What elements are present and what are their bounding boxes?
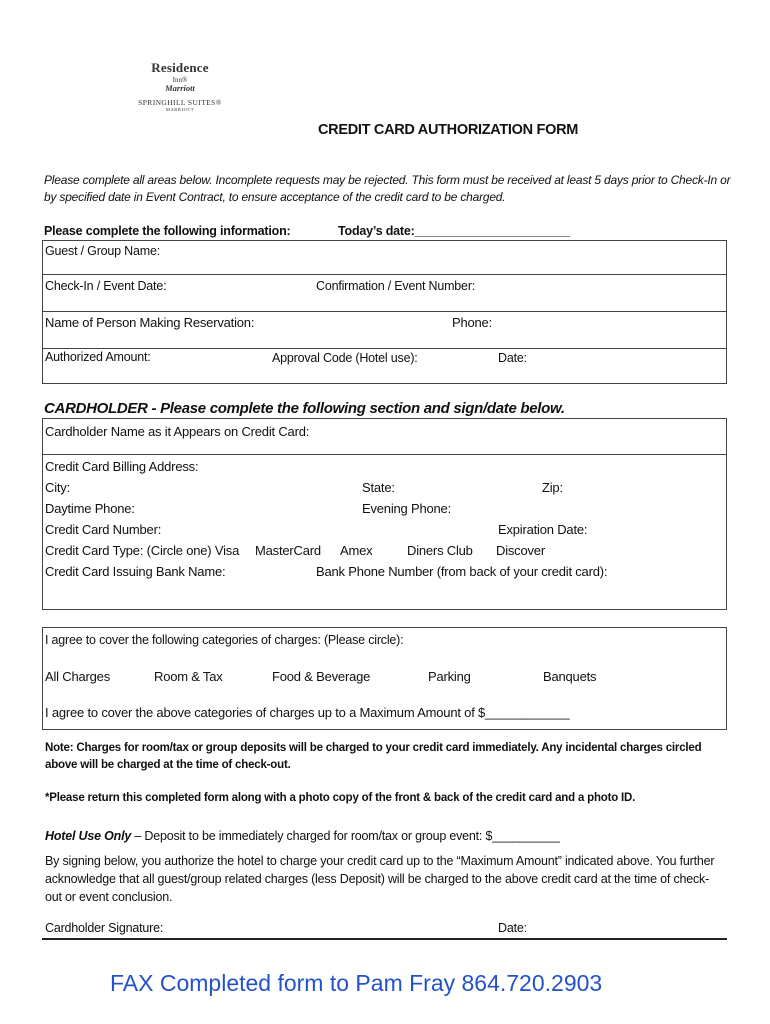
logo-marriott-small: MARRIOTT — [165, 107, 195, 112]
cardholder-divider — [42, 454, 727, 455]
phone-field[interactable]: Phone: — [452, 315, 493, 330]
authorized-amount-field[interactable]: Authorized Amount: — [45, 350, 151, 364]
note-line-1: Note: Charges for room/tax or group deposits will be charged to your credit card immediately. Any incidental charges circled — [45, 742, 702, 754]
signing-line-1: By signing below, you authorize the hotel to charge your credit card up to the “Maximum Amount” indicated above. You further — [45, 854, 715, 868]
issuing-bank-field[interactable]: Credit Card Issuing Bank Name: — [45, 564, 226, 579]
todays-date-field[interactable]: Today’s date:_______________________ — [338, 224, 570, 238]
logo-marriott: Marriott — [165, 83, 195, 93]
agree-categories-text: I agree to cover the following categories of charges: (Please circle): — [45, 633, 404, 647]
charge-option-parking[interactable]: Parking — [428, 669, 471, 684]
note-line-2: above will be charged at the time of check-out. — [45, 759, 291, 771]
approval-code-field[interactable]: Approval Code (Hotel use): — [272, 351, 418, 365]
person-making-reservation-field[interactable]: Name of Person Making Reservation: — [45, 315, 255, 330]
daytime-phone-field[interactable]: Daytime Phone: — [45, 501, 135, 516]
info-heading: Please complete the following information: — [44, 224, 291, 238]
signing-line-2: acknowledge that all guest/group related charges (less Deposit) will be charged to the above credit card at the time of check- — [45, 872, 710, 886]
card-type-diners-option[interactable]: Diners Club — [407, 543, 473, 558]
charge-option-food-beverage[interactable]: Food & Beverage — [272, 669, 371, 684]
city-field[interactable]: City: — [45, 480, 71, 495]
logo-inn: Inn® — [172, 76, 188, 84]
charge-option-all[interactable]: All Charges — [45, 669, 110, 684]
guest-group-name-field[interactable]: Guest / Group Name: — [45, 244, 160, 258]
evening-phone-field[interactable]: Evening Phone: — [362, 501, 451, 516]
deposit-field[interactable]: – Deposit to be immediately charged for room/tax or group event: $__________ — [131, 829, 560, 843]
return-instructions: *Please return this completed form along with a photo copy of the front & back of the credit card and a photo ID. — [45, 792, 636, 804]
bank-phone-field[interactable]: Bank Phone Number (from back of your credit card): — [316, 564, 608, 579]
approval-date-field[interactable]: Date: — [498, 351, 527, 365]
intro-line-1: Please complete all areas below. Incomplete requests may be rejected. This form must be received at least 5 days prior to Check-In or — [44, 173, 731, 187]
signing-line-3: out or event conclusion. — [45, 890, 173, 904]
info-divider-2 — [42, 311, 727, 312]
card-type-amex-option[interactable]: Amex — [340, 543, 373, 558]
cardholder-signature-field[interactable]: Cardholder Signature: — [45, 921, 164, 935]
info-divider-1 — [42, 274, 727, 275]
cardholder-name-field[interactable]: Cardholder Name as it Appears on Credit Card: — [45, 424, 310, 439]
charge-option-room-tax[interactable]: Room & Tax — [154, 669, 223, 684]
logo-residence: Residence — [151, 60, 209, 75]
zip-field[interactable]: Zip: — [542, 480, 563, 495]
fax-instructions: FAX Completed form to Pam Fray 864.720.2903 — [110, 970, 603, 996]
confirmation-number-field[interactable]: Confirmation / Event Number: — [316, 279, 476, 293]
maximum-amount-field[interactable]: I agree to cover the above categories of charges up to a Maximum Amount of $____________ — [45, 705, 570, 720]
card-type-discover-option[interactable]: Discover — [496, 543, 545, 558]
card-type-mastercard-option[interactable]: MasterCard — [255, 543, 321, 558]
charge-option-banquets[interactable]: Banquets — [543, 669, 597, 684]
cardholder-heading: CARDHOLDER - Please complete the following section and sign/date below. — [44, 400, 565, 417]
signature-underline — [42, 938, 727, 940]
info-divider-3 — [42, 348, 727, 349]
signature-date-field[interactable]: Date: — [498, 921, 527, 935]
checkin-event-date-field[interactable]: Check-In / Event Date: — [45, 279, 167, 293]
card-type-visa-option[interactable]: Credit Card Type: (Circle one) Visa — [45, 543, 240, 558]
hotel-use-label: Hotel Use Only — [45, 829, 132, 843]
hotel-logo — [120, 60, 240, 113]
logo-springhill: SPRINGHILL SUITES® — [138, 98, 222, 107]
intro-line-2: by specified date in Event Contract, to ensure acceptance of the credit card to be charged. — [44, 190, 506, 204]
billing-address-field[interactable]: Credit Card Billing Address: — [45, 459, 199, 474]
state-field[interactable]: State: — [362, 480, 395, 495]
expiration-date-field[interactable]: Expiration Date: — [498, 522, 588, 537]
form-title: CREDIT CARD AUTHORIZATION FORM — [318, 122, 579, 138]
card-number-field[interactable]: Credit Card Number: — [45, 522, 162, 537]
hotel-use-line — [45, 829, 560, 843]
